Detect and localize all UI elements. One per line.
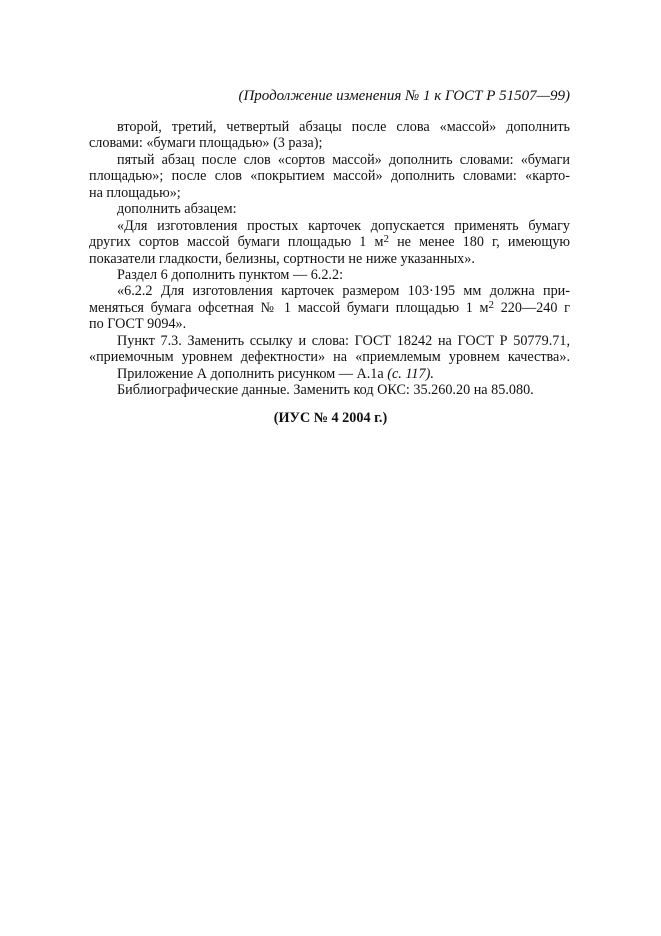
- text-line: [89, 300, 570, 316]
- text-line: Пункт 7.3. Заменить ссылку и слова: ГОСТ 18242 на ГОСТ Р 50779.71,: [117, 332, 570, 349]
- text-span: не менее 180 г, имеющую: [388, 234, 570, 251]
- text-line: «Для изготовления простых карточек допускается применять бумагу: [117, 217, 570, 234]
- text-line: Раздел 6 дополнить пунктом — 6.2.2:: [117, 266, 344, 283]
- text-line: по ГОСТ 9094».: [89, 316, 187, 333]
- text-line: [89, 366, 570, 382]
- source-note-text: (ИУС № 4 2004 г.): [273, 410, 388, 426]
- text-line: дополнить абзацем:: [117, 201, 237, 218]
- text-span: 220—240 г: [494, 299, 570, 316]
- text-span: Приложение А дополнить рисунком — А.1а: [117, 365, 388, 382]
- document-body: [89, 119, 570, 398]
- text-line: второй, третий, четвертый абзацы после слова «массой» дополнить: [117, 119, 570, 135]
- text-line: Библиографические данные. Заменить код ОКС: 35.260.20 на 85.080.: [117, 382, 534, 398]
- text-line: площадью»; после слов «покрытием массой» дополнить словами: «карто-: [89, 168, 570, 185]
- text-line: пятый абзац после слов «сортов массой» дополнить словами: «бумаги: [117, 151, 570, 168]
- text-line: словами: «бумаги площадью» (3 раза);: [89, 135, 323, 152]
- superscript: 2: [383, 233, 389, 246]
- text-line: «6.2.2 Для изготовления карточек размером 103·195 мм должна при-: [117, 283, 570, 300]
- text-line: «приемочным уровнем дефектности» на «приемлемым уровнем качества».: [89, 349, 570, 366]
- running-header: (Продолжение изменения № 1 к ГОСТ Р 51507—99): [238, 88, 570, 104]
- page-reference: (с. 117).: [387, 365, 434, 382]
- text-line: [89, 234, 570, 250]
- text-line: на площадью»;: [89, 184, 181, 201]
- superscript: 2: [488, 298, 495, 311]
- text-line: показатели гладкости, белизны, сортности не ниже указанных».: [89, 250, 475, 267]
- source-note: [0, 410, 661, 427]
- text-span: меняться бумага офсетная № 1 массой бумаги площадью 1 м: [89, 299, 489, 316]
- text-span: других сортов массой бумаги площадью 1 м: [89, 234, 384, 251]
